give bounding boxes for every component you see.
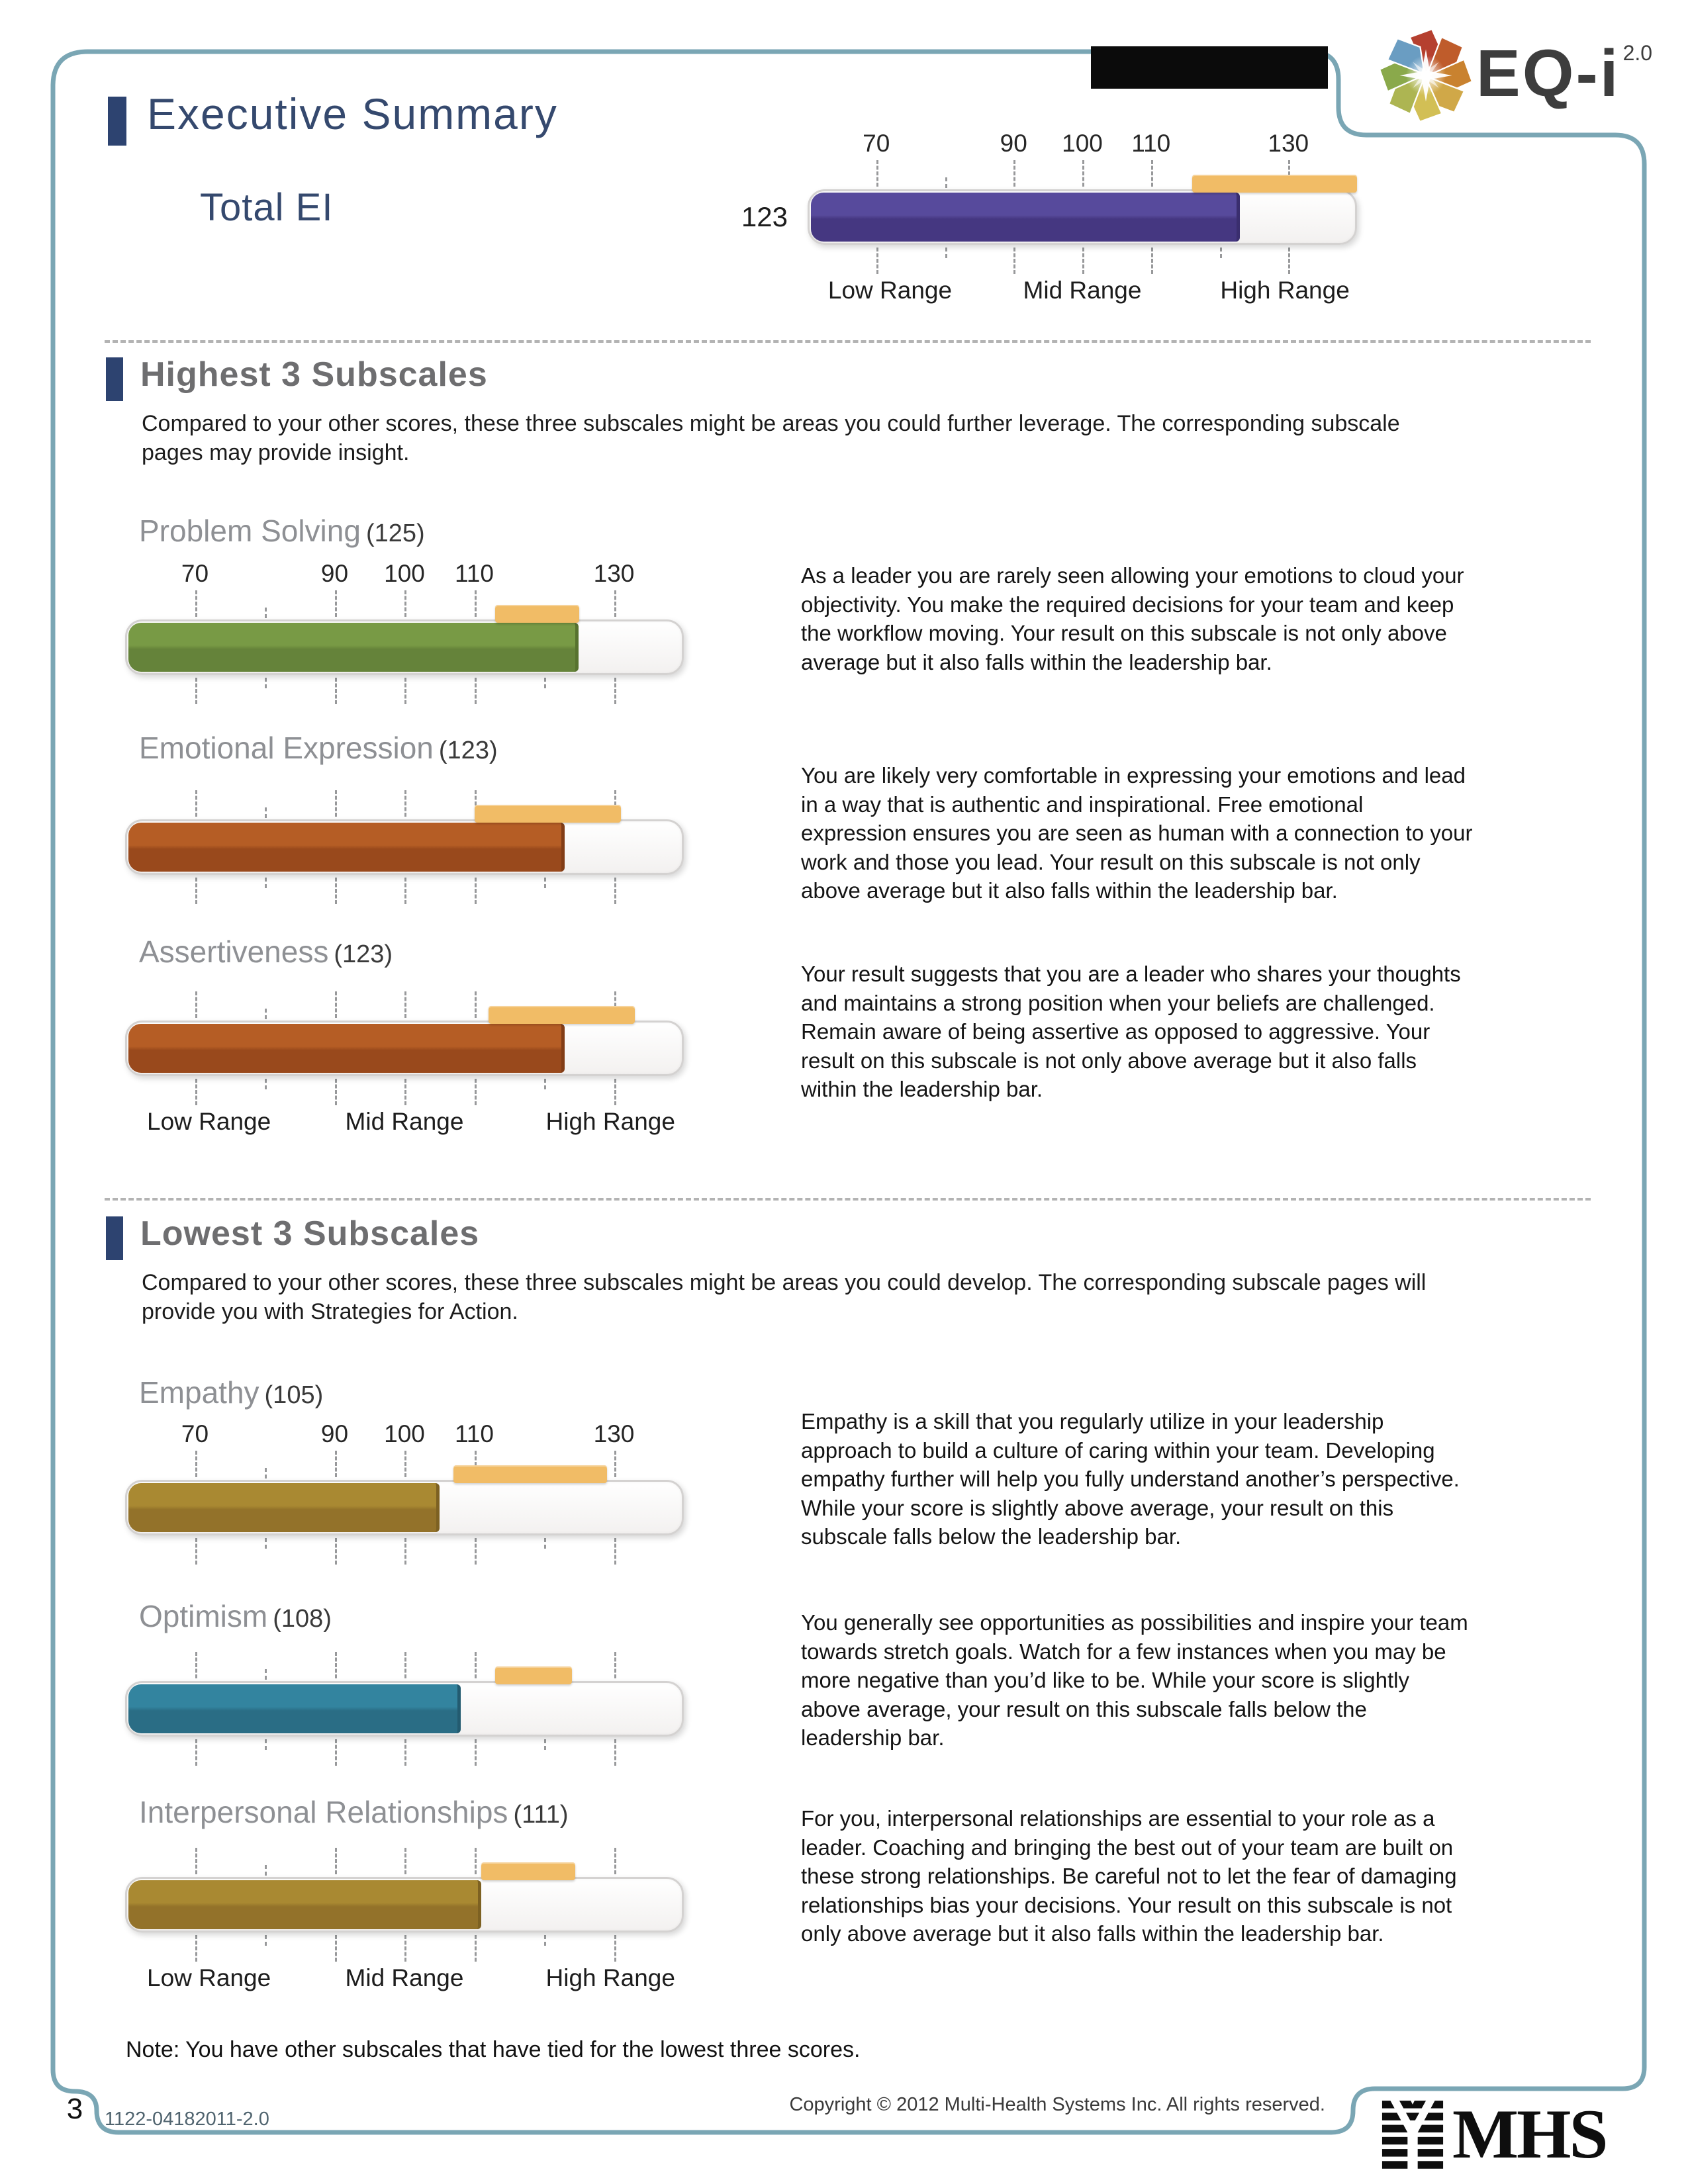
tick-dash-minor — [265, 807, 267, 818]
score-track — [808, 189, 1357, 245]
tick-dash — [876, 248, 878, 274]
tick-dash — [335, 1739, 337, 1766]
subscale-score: (105) — [264, 1381, 324, 1409]
upper-tick-zone — [125, 1848, 684, 1877]
tick-dash — [1013, 248, 1015, 274]
tick-dash — [335, 1652, 337, 1678]
section-heading-lowest: Lowest 3 Subscales — [140, 1214, 480, 1253]
tick-dash-minor — [945, 248, 947, 258]
eqi-pinwheel-icon — [1376, 24, 1476, 127]
lower-tick-zone — [808, 245, 1357, 274]
leadership-bar — [489, 1006, 635, 1024]
tick-dash — [475, 1652, 477, 1678]
tick-label: 70 — [181, 1420, 209, 1447]
subscale-title — [139, 513, 425, 549]
tick-dash-minor — [265, 678, 267, 688]
tick-dash — [876, 160, 878, 187]
tick-label: 110 — [1131, 130, 1171, 157]
leadership-bar — [1192, 175, 1357, 193]
subscale-text: Empathy is a skill that you regularly utilize in your leadership approach to build a culture of caring within your team. Developing empathy further will help you fully understand another’s perspective. While your score is slightly above average, your result on this subscale falls below the leadership bar. — [801, 1409, 1460, 1549]
tick-dash — [1151, 160, 1153, 187]
tick-dash-minor — [544, 1079, 546, 1089]
subscale-title — [139, 1375, 323, 1410]
score-track — [125, 819, 684, 875]
tick-dash — [335, 790, 337, 817]
score-bar-row — [125, 1877, 684, 1933]
tick-dash — [335, 590, 337, 617]
subscale-name: Optimism — [139, 1599, 268, 1633]
score-bar-row — [125, 1021, 684, 1076]
lower-tick-zone — [125, 1933, 684, 1962]
tick-dash — [404, 1451, 406, 1477]
tick-dash — [335, 991, 337, 1018]
tick-label: 90 — [320, 560, 349, 587]
tick-dash — [195, 1451, 197, 1477]
subscale-score: (108) — [273, 1605, 332, 1633]
tick-dash-minor — [265, 608, 267, 618]
section-separator — [105, 340, 1591, 343]
range-label: Low Range — [827, 277, 953, 304]
range-label: High Range — [545, 1964, 675, 1991]
eqi-logo — [1376, 24, 1652, 127]
tick-dash — [195, 1538, 197, 1565]
tick-dash-minor — [265, 878, 267, 888]
tick-dash — [195, 1739, 197, 1766]
range-label: High Range — [1220, 277, 1350, 304]
tick-labels-row — [125, 560, 684, 590]
score-fill — [128, 1880, 481, 1929]
title-accent-bar — [108, 97, 126, 146]
upper-tick-zone — [125, 1652, 684, 1681]
tick-dash — [404, 991, 406, 1018]
subscale-title — [139, 1794, 569, 1830]
score-bar-row — [125, 619, 684, 675]
leadership-bar — [495, 1666, 572, 1684]
score-track — [125, 1480, 684, 1535]
lower-tick-zone — [125, 1535, 684, 1565]
tick-dash — [475, 678, 477, 704]
page-title: Executive Summary — [147, 89, 558, 138]
subscale-text: As a leader you are rarely seen allowing your emotions to cloud your objectivity. You make the required decisions for your team and keep the workflow moving. Your result on this subscale is not only above average but it also falls within the leadership bar. — [801, 563, 1464, 674]
tick-dash — [195, 1935, 197, 1962]
tick-dash — [335, 1079, 337, 1105]
tick-label: 70 — [863, 130, 890, 157]
tie-note: Note: You have other subscales that have tied for the lowest three scores. — [126, 2037, 861, 2062]
tick-label: 90 — [1000, 130, 1027, 157]
score-fill — [128, 1483, 440, 1532]
subscale-name: Problem Solving — [139, 514, 361, 548]
tick-dash — [614, 1079, 616, 1105]
section-separator — [105, 1198, 1591, 1201]
range-label: Low Range — [147, 1108, 271, 1135]
subscale-text: For you, interpersonal relationships are essential to your role as a leader. Coaching and bringing the best out of your team are built on these strong relationships. Be careful not to let the fear of damaging relationships bias your decisions. Your result on this subscale is not only above average but it also falls within the leadership bar. — [801, 1806, 1457, 1946]
tick-dash-minor — [544, 1739, 546, 1750]
tick-dash-minor — [544, 678, 546, 688]
upper-tick-zone — [125, 1451, 684, 1480]
range-label: High Range — [545, 1108, 675, 1135]
score-fill — [128, 1024, 565, 1073]
section-accent-bar — [106, 1216, 123, 1260]
tick-dash-minor — [265, 1865, 267, 1876]
subscale-chart — [125, 1848, 684, 1995]
tick-dash — [195, 1079, 197, 1105]
tick-label: 110 — [455, 1420, 494, 1447]
tick-dash — [195, 590, 197, 617]
subscale-name: Interpersonal Relationships — [139, 1795, 508, 1829]
tick-dash — [475, 1079, 477, 1105]
tick-dash — [335, 678, 337, 704]
score-bar-row — [125, 819, 684, 875]
tick-label: 70 — [181, 560, 209, 587]
tick-dash-minor — [544, 878, 546, 888]
tick-dash — [614, 1451, 616, 1477]
tick-label: 90 — [320, 1420, 349, 1447]
lower-tick-zone — [125, 1737, 684, 1766]
score-track — [125, 619, 684, 675]
subscale-title — [139, 730, 498, 766]
subscale-title — [139, 934, 393, 970]
tick-dash — [404, 790, 406, 817]
tick-dash — [614, 878, 616, 904]
subscale-name: Emotional Expression — [139, 731, 434, 765]
eqi-logo-version: 2.0 — [1622, 41, 1653, 65]
tick-dash — [195, 1652, 197, 1678]
section-description: Compared to your other scores, these three subscales might be areas you could further leverage. The corresponding subscale pages may provide insight. — [142, 411, 1400, 466]
tick-dash — [614, 1538, 616, 1565]
subscale-name: Assertiveness — [139, 934, 329, 969]
score-fill — [128, 823, 565, 872]
tick-dash — [614, 1935, 616, 1962]
tick-dash — [195, 678, 197, 704]
tick-label: 130 — [593, 560, 635, 587]
tick-dash-minor — [945, 177, 947, 188]
upper-tick-zone — [808, 160, 1357, 189]
range-labels-row — [808, 277, 1357, 307]
tick-dash — [1288, 248, 1290, 274]
subscale-score: (123) — [438, 737, 498, 764]
tick-dash — [1082, 160, 1084, 187]
form-code: 1122-04182011-2.0 — [105, 2109, 269, 2130]
score-fill — [128, 1684, 461, 1733]
score-fill — [811, 193, 1240, 242]
tick-dash — [404, 590, 406, 617]
subscale-name: Empathy — [139, 1375, 259, 1410]
tick-dash-minor — [265, 1739, 267, 1750]
tick-dash — [404, 1935, 406, 1962]
tick-dash — [614, 1652, 616, 1678]
tick-dash — [335, 1451, 337, 1477]
tick-dash — [614, 1848, 616, 1874]
tick-dash — [475, 1739, 477, 1766]
score-fill — [128, 623, 579, 672]
score-value: 123 — [741, 201, 788, 232]
range-labels-row — [125, 1964, 684, 1995]
tick-labels-row — [125, 1420, 684, 1451]
tick-dash — [404, 1538, 406, 1565]
redacted-name-box — [1091, 46, 1328, 89]
upper-tick-zone — [125, 790, 684, 819]
tick-dash-minor — [265, 1468, 267, 1479]
tick-dash — [475, 991, 477, 1018]
lower-tick-zone — [125, 1076, 684, 1105]
tick-dash — [614, 1739, 616, 1766]
subscale-text: You generally see opportunities as possibilities and inspire your team towards stretch goals. Watch for a few instances when you may be more negative than you’d like to be. While your score is slightly above average, your result on this subscale falls below the leadership bar. — [801, 1610, 1468, 1751]
tick-dash-minor — [265, 1009, 267, 1019]
subscale-score: (111) — [513, 1801, 569, 1829]
mhs-flag-icon — [1381, 2099, 1444, 2170]
score-bar-row — [125, 1480, 684, 1535]
tick-label: 130 — [1268, 130, 1309, 157]
copyright-text: Copyright © 2012 Multi-Health Systems Inc. All rights reserved. — [789, 2094, 1325, 2115]
section-heading-highest: Highest 3 Subscales — [140, 355, 488, 394]
tick-dash — [335, 1538, 337, 1565]
tick-dash — [475, 590, 477, 617]
tick-dash-minor — [265, 1079, 267, 1089]
tick-dash — [335, 1848, 337, 1874]
range-label: Low Range — [147, 1964, 271, 1991]
score-bar-row — [125, 1681, 684, 1737]
tick-label: 100 — [1062, 130, 1103, 157]
section-description: Compared to your other scores, these three subscales might be areas you could develop. The corresponding subscale pages will provide you with Strategies for Action. — [142, 1270, 1427, 1325]
tick-dash — [614, 590, 616, 617]
subscale-text: Your result suggests that you are a leader who shares your thoughts and maintains a strong position when your beliefs are challenged. Remain aware of being assertive as opposed to aggressive. Your result on this subscale is not only above average but it also falls within the leadership bar. — [801, 962, 1461, 1102]
tick-dash — [195, 991, 197, 1018]
subscale-score: (123) — [334, 940, 393, 968]
score-track — [125, 1681, 684, 1737]
tick-dash-minor — [1220, 248, 1222, 258]
tick-dash — [404, 1739, 406, 1766]
mhs-logo-text: MHS — [1452, 2095, 1607, 2173]
tick-dash — [475, 878, 477, 904]
tick-dash — [475, 1935, 477, 1962]
subscale-chart — [125, 560, 684, 704]
tick-dash-minor — [544, 1538, 546, 1549]
leadership-bar — [481, 1862, 575, 1880]
upper-tick-zone — [125, 590, 684, 619]
page-number: 3 — [66, 2093, 83, 2125]
tick-dash — [404, 878, 406, 904]
tick-dash — [1151, 248, 1153, 274]
score-track — [125, 1877, 684, 1933]
subscale-title — [139, 1598, 332, 1634]
subscale-score: (125) — [365, 520, 425, 547]
tick-dash — [195, 878, 197, 904]
tick-dash — [404, 678, 406, 704]
score-bar-row — [741, 189, 1357, 245]
range-label: Mid Range — [1023, 277, 1142, 304]
subscale-chart — [125, 790, 684, 904]
tick-dash-minor — [265, 1669, 267, 1680]
subscale-chart — [125, 1420, 684, 1565]
score-track — [125, 1021, 684, 1076]
tick-dash-minor — [265, 1538, 267, 1549]
tick-dash — [404, 1848, 406, 1874]
tick-label: 110 — [455, 560, 494, 587]
eqi-logo-text: EQ-i — [1476, 36, 1620, 111]
leadership-bar — [475, 805, 622, 823]
tick-dash — [475, 1538, 477, 1565]
tick-labels-row — [808, 130, 1357, 160]
tick-label: 100 — [384, 1420, 425, 1447]
tick-dash-minor — [544, 1935, 546, 1946]
mhs-logo — [1381, 2095, 1607, 2173]
tick-label: 100 — [384, 560, 425, 587]
leadership-bar — [453, 1465, 607, 1483]
upper-tick-zone — [125, 991, 684, 1021]
lower-tick-zone — [125, 875, 684, 904]
range-labels-row — [125, 1108, 684, 1138]
tick-dash — [195, 1848, 197, 1874]
tick-dash — [335, 878, 337, 904]
tick-dash — [195, 790, 197, 817]
subscale-chart — [125, 991, 684, 1138]
tick-dash — [1013, 160, 1015, 187]
section-accent-bar — [106, 357, 123, 401]
range-label: Mid Range — [345, 1108, 464, 1135]
range-label: Mid Range — [345, 1964, 464, 1991]
tick-label: 130 — [593, 1420, 635, 1447]
lower-tick-zone — [125, 675, 684, 704]
leadership-bar — [495, 605, 579, 623]
total-ei-chart — [741, 130, 1357, 307]
total-ei-label: Total EI — [200, 186, 334, 229]
subscale-chart — [125, 1652, 684, 1766]
tick-dash-minor — [265, 1935, 267, 1946]
tick-dash — [614, 678, 616, 704]
tick-dash — [1082, 248, 1084, 274]
tick-dash — [475, 1848, 477, 1874]
tick-dash — [404, 1652, 406, 1678]
subscale-text: You are likely very comfortable in expressing your emotions and lead in a way that is authentic and inspirational. Free emotional expression ensures you are seen as human with a connection to your work and those you lead. Your result on this subscale is not only above average but it also falls within the leadership bar. — [801, 763, 1473, 903]
tick-dash — [404, 1079, 406, 1105]
tick-dash — [335, 1935, 337, 1962]
